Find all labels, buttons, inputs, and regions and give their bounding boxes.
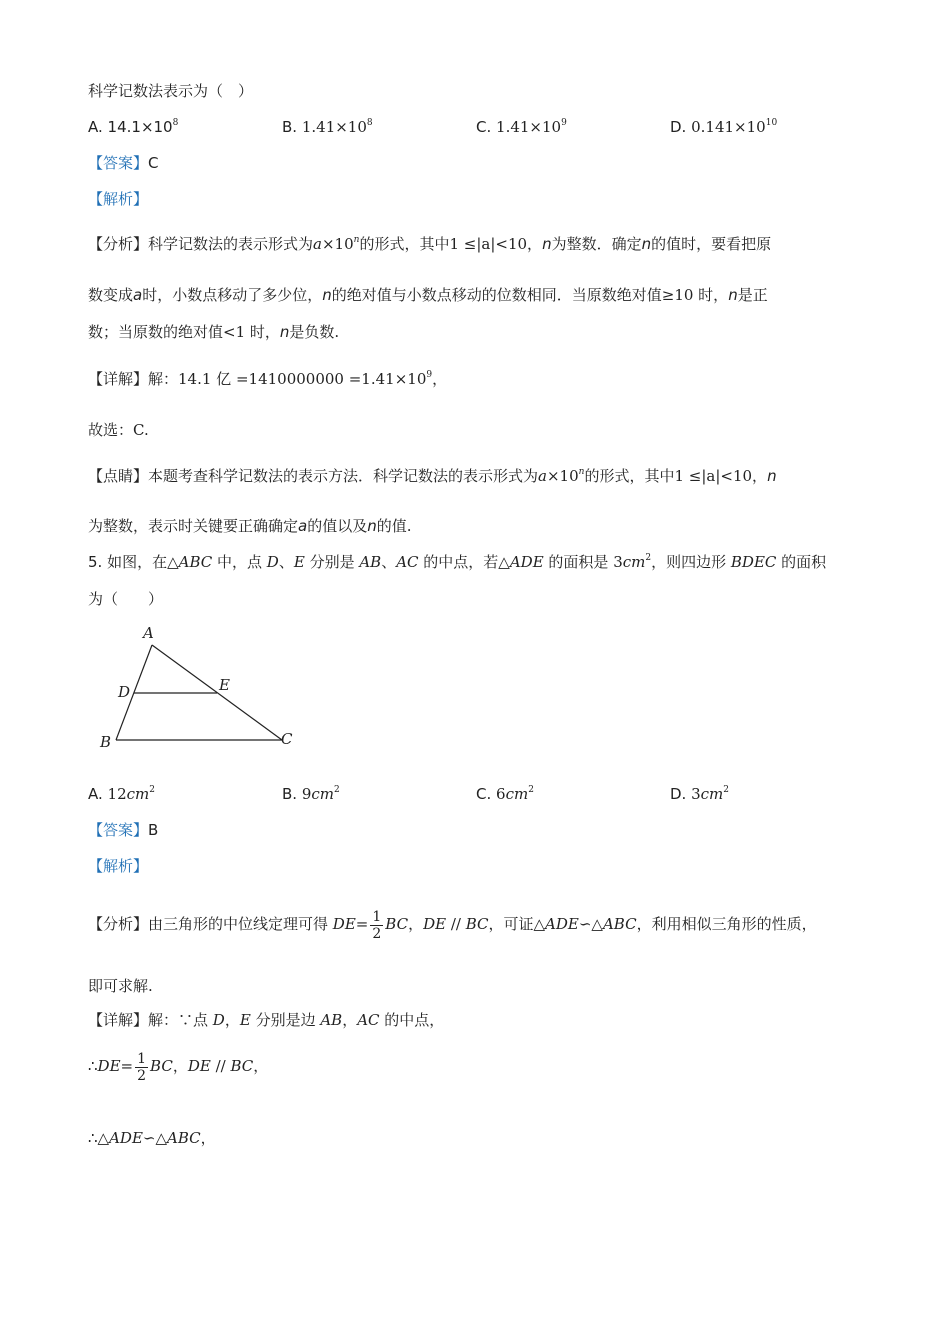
q4-dianjing-line1: 【点睛】本题考查科学记数法的表示方法．科学记数法的表示形式为$a\times 10^n$的形式，其中1 ≤|a|<10，n [88, 467, 777, 485]
q5-fenxi-line1: 【分析】由三角形的中位线定理可得 DE= $\frac{1}{2}$ BC，DE // BC，可证△ADE∽△ABC，利用相似三角形的性质， [88, 908, 817, 942]
q5-analysis-tag: 【解析】 [88, 857, 149, 875]
q4-option-a: A. $14.1\times 10^8$ [88, 118, 179, 136]
q5-stem-line1: 5. 如图，在△ABC 中，点 D、E 分别是 AB、AC 的中点，若△ADE 的面积是 $3cm^2$，则四边形 BDEC 的面积 [88, 553, 827, 571]
label-d: D [118, 683, 131, 701]
fraction-one-half: $\frac{1}{2}$ [372, 908, 382, 942]
label-e: E [219, 676, 230, 694]
q4-option-c: C. $1.41\times 10^9$ [476, 118, 567, 136]
q4-option-d: D. $0.141\times 10^{10}$ [670, 118, 778, 136]
q4-answer: 【答案】C [88, 154, 159, 172]
q5-option-a: A. $12cm^2$ [88, 785, 155, 803]
q4-xiangjie: 【详解】解：14.1 亿 $=1410000000 =1.41\times 10^9$， [88, 370, 448, 388]
q4-guxuan: 故选：C. [88, 421, 149, 439]
q5-stem-line2: 为（ ） [88, 590, 164, 608]
q5-xiangjie-line3: ∴△ADE∽△ABC， [88, 1129, 216, 1147]
q5-xiangjie-line1: 【详解】解：∵点 D，E 分别是边 AB，AC 的中点， [88, 1011, 445, 1029]
q4-option-b: B. $1.41\times 10^8$ [282, 118, 373, 136]
q5-option-c: C. $6cm^2$ [476, 785, 534, 803]
q4-analysis-tag: 【解析】 [88, 190, 149, 208]
q4-fenxi-line1: 【分析】科学记数法的表示形式为$a\times 10^n$的形式，其中1 ≤|a|<10，n为整数．确定n的值时，要看把原 [88, 235, 772, 253]
q5-option-d: D. $3cm^2$ [670, 785, 730, 803]
label-c: C [281, 730, 293, 748]
q4-dianjing-line2: 为整数，表示时关键要正确确定a的值以及n的值. [88, 517, 412, 535]
q5-option-b: B. $9cm^2$ [282, 785, 340, 803]
q5-fenxi-line2: 即可求解. [88, 977, 153, 995]
q4-stem-tail: 科学记数法表示为（ ） [88, 82, 254, 100]
label-a: A [143, 624, 154, 642]
label-b: B [100, 733, 112, 751]
q4-fenxi-line2: 数变成a时，小数点移动了多少位，n的绝对值与小数点移动的位数相同．当原数绝对值≥10 时，n是正 [88, 286, 768, 304]
q5-xiangjie-line2: ∴DE= $\frac{1}{2}$ BC，DE // BC， [88, 1050, 269, 1084]
triangle-figure [95, 620, 305, 755]
fraction-one-half: $\frac{1}{2}$ [137, 1050, 147, 1084]
q5-answer: 【答案】B [88, 821, 159, 839]
q4-fenxi-line3: 数；当原数的绝对值<1 时，n是负数. [88, 323, 340, 341]
